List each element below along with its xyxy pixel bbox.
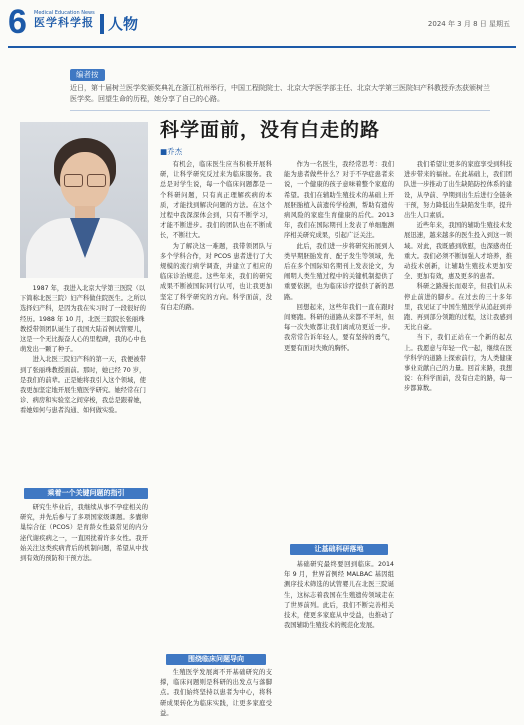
portrait-photo [20, 122, 148, 278]
editor-note: 近日，第十届树兰医学奖颁奖典礼在浙江杭州举行，中国工程院院士、北京大学医学部主任、北京大学第三医院妇产科教授乔杰获颁树兰医学奖。回望生命的历程，她分享了自己的心路。 [70, 84, 490, 103]
section-name: 人物 [108, 15, 139, 33]
article-paragraph: 为了解决这一难题，我带领团队与多个学科合作，对 PCOS 患者进行了大规模的流行病学调查，并建立了相应的临床诊治规范。这些年来，我们的研究成果不断被国际同行认可，也让我更加坚定了科学研究的方向。科学面前，没有白走的路。 [160, 242, 272, 311]
column-2 [160, 160, 272, 720]
subheading-2: 围绕临床问题导向 [166, 654, 266, 665]
editor-note-tag: 编者按 [70, 69, 105, 81]
byline: ■乔杰 [160, 147, 183, 156]
column-3-bottom [284, 560, 394, 720]
column-3 [284, 160, 394, 540]
column-1 [20, 503, 148, 719]
issue-date: 2024 年 3 月 8 日 星期五 [427, 20, 510, 28]
article-paragraph: 有机会，临床医生应当积极开展科研，让科学研究反过来为临床服务。我总是对学生说，每一个临床问题都是一个科研问题，只有真正理解疾病的本质，才能找到解决问题的方法。在这个过程中我深深体会到，只有不断学习，才能不断进步。我们的团队也在不断成长，不断壮大。 [160, 161, 272, 240]
photo-caption-text [20, 284, 148, 417]
column-4 [404, 160, 512, 720]
article-paragraph: 研究生毕业后，我继续从事不孕症相关的研究，并先后参与了多项国家级课题。多囊卵巢综合征（PCOS）是育龄女性最常见的内分泌代谢疾病之一，一直困扰着许多女性。我开始关注这类疾病背后的机制问题，希望从中找到有效的预防和干预方法。 [20, 504, 148, 563]
section-marker [100, 14, 104, 34]
article-title: 科学面前，没有白走的路 [160, 119, 381, 141]
article-paragraph: 科研之路漫长而艰辛，但我们从未停止前进的脚步。在过去的三十多年里，我见证了中国生殖医学从追赶到并跑、再到部分领跑的过程，这让我感到无比自豪。 [404, 283, 512, 332]
column-2-bottom [160, 668, 272, 720]
article-paragraph: 回想起来，这些年我们一直在跟时间赛跑。科研的道路从来都不平坦，但每一次失败都让我们离成功更近一步。我常常告诉年轻人，要有坚持的勇气，更要有面对失败的胸怀。 [284, 303, 394, 352]
masthead-subtitle: Medical Education News [34, 10, 95, 16]
article-paragraph: 生殖医学发展离不开基础研究的支撑，临床问题则是科研的出发点与落脚点。我们始终坚持以患者为中心，将科研成果转化为临床实践，让更多家庭受益。 [160, 669, 272, 717]
article-paragraph: 基础研究最终要回到临床。2014 年 9 月，世界首例经 MALBAC 基因组测序技术筛选的试管婴儿在北医三院诞生，这标志着我国在生殖遗传领域走在了世界前列。此后，我们不断完善相关技术，使更多家庭从中受益，也推动了我国辅助生殖技术的规范化发展。 [284, 561, 394, 630]
masthead-title: 医学科学报 [34, 16, 94, 29]
article-paragraph: 当下，我们正站在一个新的起点上。我愿意与年轻一代一起，继续在医学科学的道路上探索前行，为人类健康事业贡献自己的力量。回首来路，我想说：在科学面前，没有白走的路，每一步都算数。 [404, 334, 512, 393]
page-number: 6 [8, 3, 27, 41]
article-paragraph: 进入北医三院妇产科的第一天，我便被带到了张丽珠教授面前。那时，她已经 70 岁，是我们的前辈。正是她将我引入这个领域，使我更加坚定地开展生殖医学研究。她经常在门诊、病房和实验室之间穿梭，我总是跟着她，看她如何与患者沟通、如何做实验。 [20, 356, 146, 415]
article-paragraph: 近些年来，我国的辅助生殖技术发展迅速，越来越多的医生投入到这一领域。对此，我既感到欣慰，也深感责任重大。我们必须不断加强人才培养，推动技术创新，让辅助生殖技术更加安全、更加有效，惠及更多的患者。 [404, 222, 512, 281]
article-paragraph: 我们希望让更多的家庭享受到科技进步带来的福祉。在此基础上，我们团队进一步推动了出生缺陷防控体系的建设，从孕前、孕期到出生后进行全链条干预，努力降低出生缺陷发生率，提升出生人口素质。 [404, 161, 512, 220]
masthead-logo [34, 10, 95, 30]
article-paragraph: 此后，我们进一步将研究拓展到人类早期胚胎发育、配子发生等领域，先后在多个国际知名期刊上发表论文，为阐明人类生殖过程中的关键机制提供了重要依据，也为临床诊疗提供了新的思路。 [284, 242, 394, 301]
divider [70, 110, 490, 111]
subheading-1: 乘着一个关键问题的指引 [24, 488, 148, 499]
page-header [0, 0, 524, 48]
caption-paragraph: 1987 年，我进入北京大学第三医院（以下简称北医三院）妇产科做住院医生。之所以选择妇产科，是因为我在实习时了一段很好的经历。1988 年 10 月，北医三院院长张丽珠教授带领团队诞生了我国大陆首例试管婴儿，这是一个无比振奋人心的里程碑，我的心中也萌发出一颗了种子。 [20, 285, 146, 354]
header-rule [8, 46, 516, 48]
subheading-3: 让基础科研落地 [290, 544, 388, 555]
article-paragraph: 作为一名医生，我经常思考：我们能为患者做些什么？对于不孕症患者来说，一个健康的孩子意味着整个家庭的希望。我们在辅助生殖技术的基础上开展胚胎植入前遗传学检测，帮助有遗传病风险的家庭生育健康的后代。2013 年，我们在国际期刊上发表了单细胞测序相关研究成果，引起广泛关注。 [284, 161, 394, 240]
